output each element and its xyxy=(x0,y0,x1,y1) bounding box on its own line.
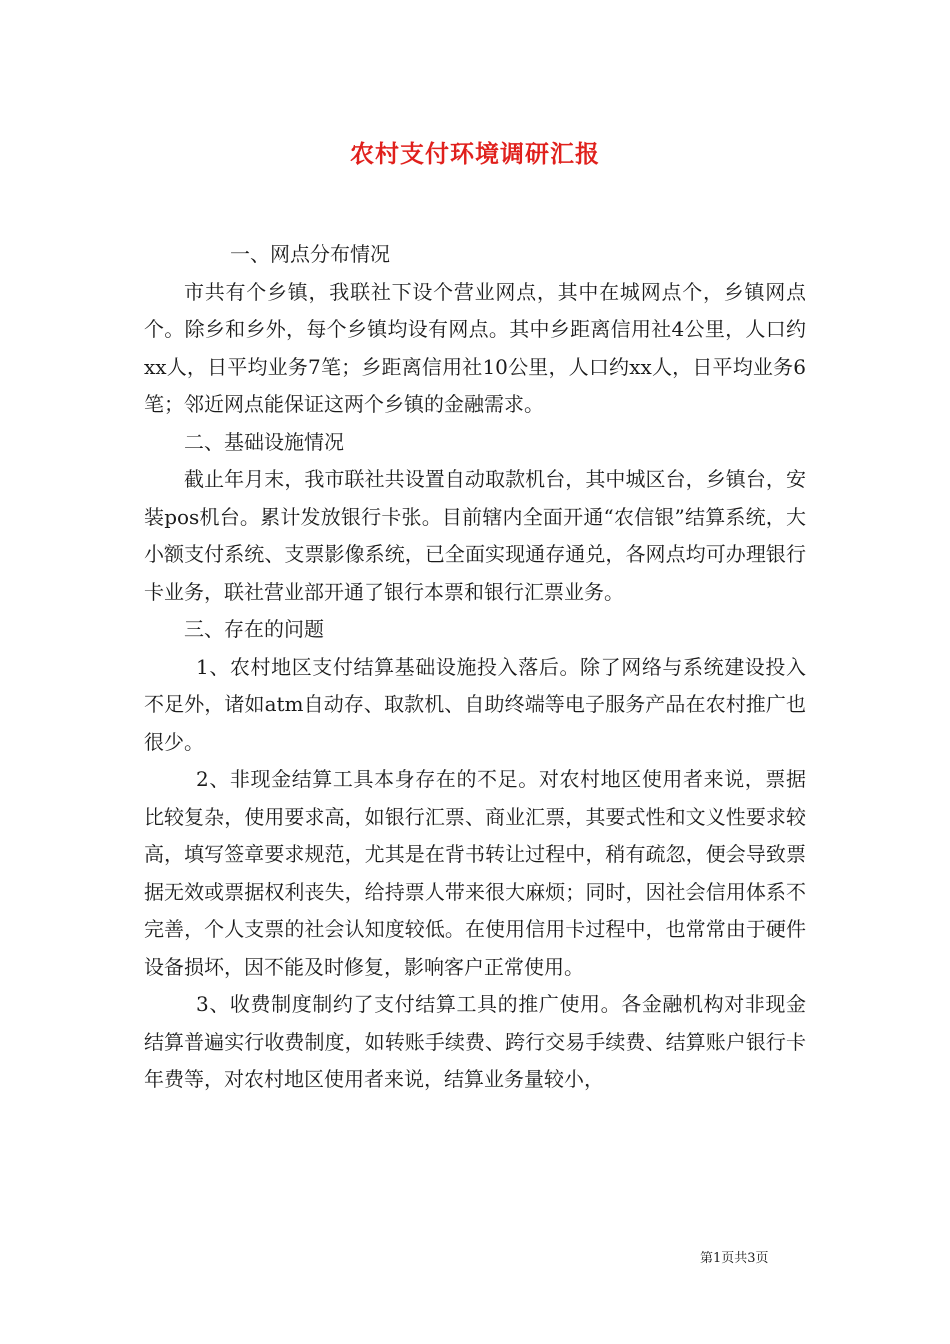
section-heading-branch-distribution: 一、网点分布情况 xyxy=(230,242,390,266)
page-number-footer: 第1页共3页 xyxy=(700,1251,769,1266)
paragraph-infrastructure: 截止年月末，我市联社共设置自动取款机台，其中城区台，乡镇台，安装pos机台。累计发放银行卡张。目前辖内全面开通“农信银”结算系统，大小额支付系统、支票影像系统，已全面实现通存通兑，各网点均可办理银行卡业务，联社营业部开通了银行本票和银行汇票业务。 xyxy=(144,467,806,604)
section-heading-problems: 三、存在的问题 xyxy=(184,617,324,641)
paragraph-problem-3: 3、收费制度制约了支付结算工具的推广使用。各金融机构对非现金结算普遍实行收费制度，如转账手续费、跨行交易手续费、结算账户银行卡年费等，对农村地区使用者来说，结算业务量较小， xyxy=(144,992,806,1091)
section-heading-infrastructure: 二、基础设施情况 xyxy=(184,429,344,454)
paragraph-branch-distribution: 市共有个乡镇，我联社下设个营业网点，其中在城网点个，乡镇网点个。除乡和乡外，每个乡镇均设有网点。其中乡距离信用社4公里，人口约xx人，日平均业务7笔；乡距离信用社10公里，人口约xx人，日平均业务6笔；邻近网点能保证这两个乡镇的金融需求。 xyxy=(144,279,806,416)
document-title: 农村支付环境调研汇报 xyxy=(350,139,600,168)
paragraph-problem-2: 2、非现金结算工具本身存在的不足。对农村地区使用者来说，票据比较复杂，使用要求高，如银行汇票、商业汇票，其要式性和文义性要求较高，填写签章要求规范，尤其是在背书转让过程中，稍有疏忽，便会导致票据无效或票据权利丧失，给持票人带来很大麻烦；同时，因社会信用体系不完善，个人支票的社会认知度较低。在使用信用卡过程中，也常常由于硬件设备损坏，因不能及时修复，影响客户正常使用。 xyxy=(144,767,806,979)
document-body xyxy=(144,236,806,1099)
paragraph-problem-1: 1、农村地区支付结算基础设施投入落后。除了网络与系统建设投入不足外，诸如atm自动存、取款机、自助终端等电子服务产品在农村推广也很少。 xyxy=(144,654,806,754)
